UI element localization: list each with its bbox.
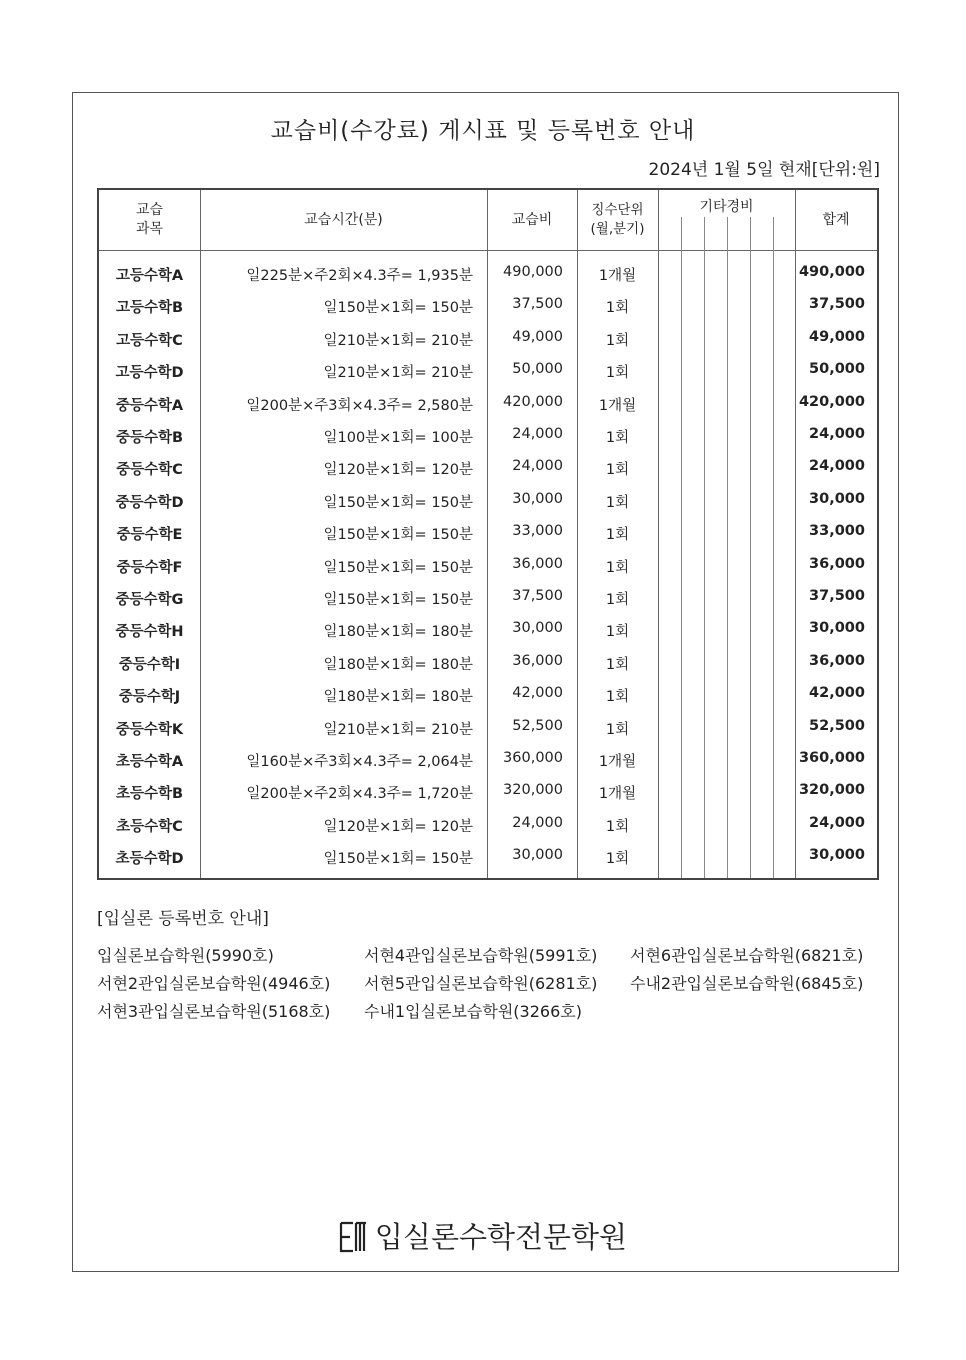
cell-subject: 고등수학D bbox=[115, 365, 184, 382]
registration-item: 수내1입실론보습학원(3266호) bbox=[364, 1002, 582, 1021]
cell-total: 52,500 bbox=[809, 717, 865, 734]
table-row bbox=[99, 808, 877, 840]
table-row bbox=[99, 354, 877, 386]
header-fee: 교습비 bbox=[511, 211, 553, 228]
table-row bbox=[99, 387, 877, 419]
cell-time: 일200분×주2회×4.3주= 1,720분 bbox=[246, 786, 473, 803]
cell-total: 42,000 bbox=[809, 685, 865, 702]
cell-time: 일180분×1회= 180분 bbox=[323, 656, 473, 673]
table-row bbox=[99, 840, 877, 872]
cell-time: 일120분×1회= 120분 bbox=[323, 818, 473, 835]
table-row bbox=[99, 257, 877, 289]
table-row bbox=[99, 549, 877, 581]
cell-total: 33,000 bbox=[809, 523, 865, 540]
cell-subject: 중등수학K bbox=[115, 721, 184, 738]
cell-total: 49,000 bbox=[809, 328, 865, 345]
table-row bbox=[99, 646, 877, 678]
cell-unit: 1회 bbox=[605, 559, 630, 576]
cell-unit: 1회 bbox=[605, 527, 630, 544]
cell-unit: 1회 bbox=[605, 689, 630, 706]
cell-subject: 중등수학C bbox=[116, 462, 183, 479]
header-time: 교습시간(분) bbox=[304, 211, 383, 228]
cell-subject: 중등수학G bbox=[115, 592, 184, 608]
cell-fee: 36,000 bbox=[512, 555, 563, 572]
registration-item: 서현6관입실론보습학원(6821호) bbox=[630, 946, 864, 965]
cell-total: 36,000 bbox=[809, 652, 865, 669]
cell-fee: 49,000 bbox=[512, 328, 563, 345]
cell-time: 일150분×1회= 150분 bbox=[323, 300, 473, 317]
cell-unit: 1개월 bbox=[598, 397, 637, 414]
cell-total: 360,000 bbox=[798, 750, 865, 766]
cell-fee: 37,500 bbox=[512, 588, 563, 604]
header-other-expenses: 기타경비 bbox=[699, 199, 754, 215]
cell-time: 일210분×1회= 210분 bbox=[323, 332, 473, 349]
cell-subject: 초등수학D bbox=[115, 851, 184, 868]
registration-item: 서현5관입실론보습학원(6281호) bbox=[364, 974, 598, 993]
cell-subject: 고등수학C bbox=[116, 332, 183, 349]
cell-subject: 고등수학A bbox=[115, 268, 184, 284]
registration-item: 서현4관입실론보습학원(5991호) bbox=[364, 946, 598, 965]
cell-time: 일210분×1회= 210분 bbox=[323, 365, 473, 382]
cell-time: 일150분×1회= 150분 bbox=[323, 592, 473, 608]
cell-subject: 중등수학B bbox=[115, 430, 184, 446]
cell-total: 30,000 bbox=[809, 620, 865, 637]
cell-fee: 420,000 bbox=[503, 393, 563, 410]
cell-time: 일180분×1회= 180분 bbox=[323, 689, 473, 706]
cell-total: 320,000 bbox=[798, 782, 865, 799]
table-row bbox=[99, 322, 877, 354]
registration-item: 서현3관입실론보습학원(5168호) bbox=[97, 1002, 331, 1021]
cell-subject: 초등수학C bbox=[116, 818, 183, 835]
cell-unit: 1회 bbox=[605, 300, 630, 317]
header-subject: 교습 과목 bbox=[135, 202, 164, 237]
cell-subject: 중등수학F bbox=[116, 559, 183, 576]
cell-time: 일150분×1회= 150분 bbox=[323, 494, 473, 511]
cell-subject: 중등수학J bbox=[118, 689, 181, 706]
cell-total: 37,500 bbox=[809, 296, 865, 313]
cell-total: 37,500 bbox=[809, 588, 865, 604]
cell-fee: 33,000 bbox=[512, 523, 563, 540]
registration-title: [입실론 등록번호 안내] bbox=[97, 909, 269, 929]
cell-fee: 24,000 bbox=[512, 426, 563, 442]
cell-fee: 30,000 bbox=[512, 847, 563, 864]
date-unit-note: 2024년 1월 5일 현재[단위:원] bbox=[648, 160, 880, 180]
table-row bbox=[99, 581, 877, 613]
cell-fee: 30,000 bbox=[512, 490, 563, 507]
cell-unit: 1개월 bbox=[598, 268, 637, 284]
cell-time: 일150분×1회= 150분 bbox=[323, 559, 473, 576]
table-row bbox=[99, 743, 877, 775]
cell-fee: 37,500 bbox=[512, 296, 563, 313]
cell-unit: 1회 bbox=[605, 624, 630, 641]
table-row bbox=[99, 711, 877, 743]
cell-unit: 1개월 bbox=[598, 786, 637, 803]
cell-unit: 1개월 bbox=[598, 754, 637, 770]
cell-time: 일180분×1회= 180분 bbox=[323, 624, 473, 641]
cell-time: 일210분×1회= 210분 bbox=[323, 721, 473, 738]
cell-time: 일120분×1회= 120분 bbox=[323, 462, 473, 479]
cell-time: 일225분×주2회×4.3주= 1,935분 bbox=[246, 268, 473, 284]
footer-brand bbox=[0, 1215, 966, 1256]
cell-subject: 중등수학A bbox=[115, 397, 184, 414]
cell-fee: 24,000 bbox=[512, 458, 563, 475]
fee-table bbox=[97, 188, 879, 880]
cell-unit: 1회 bbox=[605, 430, 630, 446]
cell-subject: 중등수학H bbox=[115, 624, 184, 641]
table-row bbox=[99, 451, 877, 483]
cell-subject: 중등수학E bbox=[116, 527, 183, 544]
table-row bbox=[99, 516, 877, 548]
cell-total: 30,000 bbox=[809, 490, 865, 507]
cell-total: 24,000 bbox=[809, 426, 865, 442]
cell-fee: 30,000 bbox=[512, 620, 563, 637]
table-row bbox=[99, 775, 877, 807]
cell-time: 일150분×1회= 150분 bbox=[323, 851, 473, 868]
table-row bbox=[99, 289, 877, 321]
cell-total: 50,000 bbox=[809, 361, 865, 378]
cell-total: 490,000 bbox=[798, 264, 865, 280]
table-row bbox=[99, 419, 877, 451]
table-row bbox=[99, 678, 877, 710]
cell-total: 36,000 bbox=[809, 555, 865, 572]
cell-fee: 490,000 bbox=[503, 264, 563, 280]
epsilon-logo-icon bbox=[339, 1221, 369, 1251]
cell-fee: 36,000 bbox=[512, 652, 563, 669]
cell-subject: 고등수학B bbox=[115, 300, 184, 317]
cell-subject: 초등수학A bbox=[115, 754, 184, 770]
cell-unit: 1회 bbox=[605, 494, 630, 511]
cell-total: 30,000 bbox=[809, 847, 865, 864]
cell-unit: 1회 bbox=[605, 818, 630, 835]
cell-fee: 320,000 bbox=[503, 782, 563, 799]
cell-fee: 24,000 bbox=[512, 814, 563, 831]
cell-fee: 360,000 bbox=[503, 750, 563, 766]
registration-item: 입실론보습학원(5990호) bbox=[97, 946, 274, 965]
registration-item: 수내2관입실론보습학원(6845호) bbox=[630, 974, 864, 993]
cell-time: 일100분×1회= 100분 bbox=[323, 430, 473, 446]
cell-subject: 초등수학B bbox=[115, 786, 184, 803]
cell-total: 24,000 bbox=[809, 814, 865, 831]
cell-time: 일150분×1회= 150분 bbox=[323, 527, 473, 544]
cell-total: 420,000 bbox=[798, 393, 865, 410]
cell-subject: 중등수학I bbox=[118, 656, 181, 673]
table-row bbox=[99, 484, 877, 516]
cell-unit: 1회 bbox=[605, 332, 630, 349]
cell-fee: 52,500 bbox=[512, 717, 563, 734]
cell-unit: 1회 bbox=[605, 365, 630, 382]
cell-subject: 중등수학D bbox=[115, 494, 184, 511]
cell-unit: 1회 bbox=[605, 656, 630, 673]
table-header bbox=[99, 190, 877, 251]
cell-fee: 50,000 bbox=[512, 361, 563, 378]
header-unit: 징수단위 (월,분기) bbox=[590, 202, 645, 237]
page-title: 교습비(수강료) 게시표 및 등록번호 안내 bbox=[270, 118, 696, 144]
cell-unit: 1회 bbox=[605, 721, 630, 738]
cell-unit: 1회 bbox=[605, 462, 630, 479]
cell-fee: 42,000 bbox=[512, 685, 563, 702]
cell-total: 24,000 bbox=[809, 458, 865, 475]
registration-item: 서현2관입실론보습학원(4946호) bbox=[97, 974, 331, 993]
header-total: 합계 bbox=[822, 211, 850, 228]
cell-time: 일200분×주3회×4.3주= 2,580분 bbox=[246, 397, 473, 414]
cell-unit: 1회 bbox=[605, 851, 630, 868]
cell-time: 일160분×주3회×4.3주= 2,064분 bbox=[246, 754, 473, 770]
table-row bbox=[99, 613, 877, 645]
academy-name: 입실론수학전문학원 bbox=[374, 1220, 628, 1254]
cell-unit: 1회 bbox=[605, 592, 630, 608]
